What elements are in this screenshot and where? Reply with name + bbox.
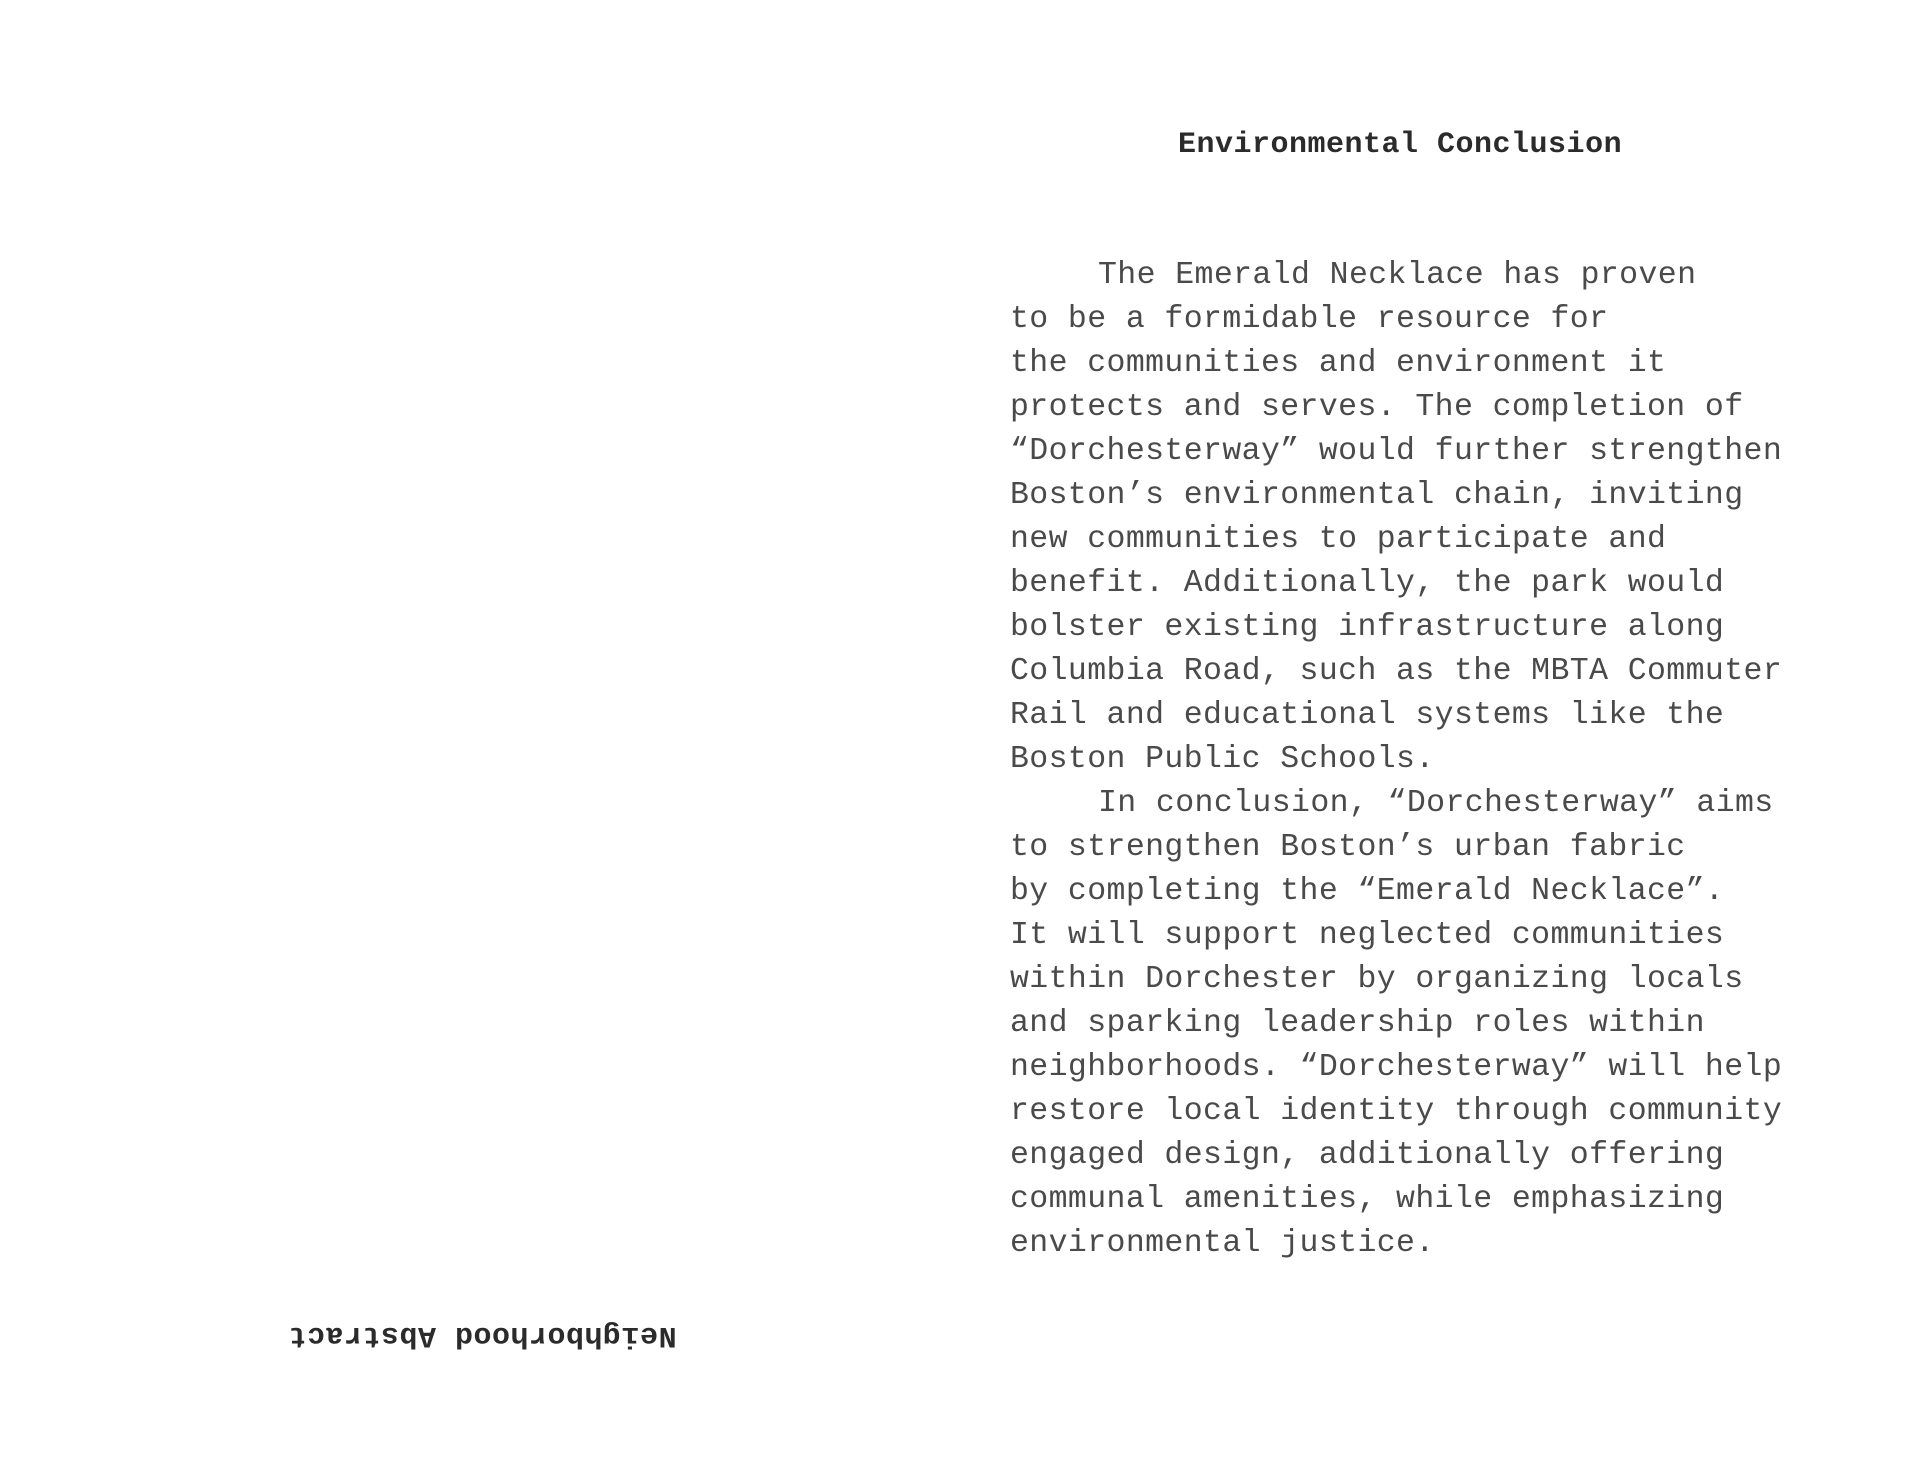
upside-down-heading: Neighborhood Abstract bbox=[288, 1318, 677, 1352]
text-line: the communities and environment it bbox=[1010, 346, 1667, 381]
text-line: Rail and educational systems like the bbox=[1010, 698, 1725, 733]
body-text bbox=[1010, 254, 1870, 1266]
text-line: protects and serves. The completion of bbox=[1010, 390, 1744, 425]
text-line: neighborhoods. “Dorchesterway” will help bbox=[1010, 1050, 1783, 1085]
text-line: engaged design, additionally offering bbox=[1010, 1138, 1725, 1173]
text-line: benefit. Additionally, the park would bbox=[1010, 566, 1725, 601]
text-line: “Dorchesterway” would further strengthen bbox=[1010, 434, 1783, 469]
text-line: by completing the “Emerald Necklace”. bbox=[1010, 874, 1725, 909]
right-page bbox=[960, 0, 1920, 1484]
text-line: within Dorchester by organizing locals bbox=[1010, 962, 1744, 997]
text-line: communal amenities, while emphasizing bbox=[1010, 1182, 1725, 1217]
text-line: bolster existing infrastructure along bbox=[1010, 610, 1725, 645]
page-title: Environmental Conclusion bbox=[1178, 128, 1623, 162]
text-line: and sparking leadership roles within bbox=[1010, 1006, 1705, 1041]
text-line: to be a formidable resource for bbox=[1010, 302, 1609, 337]
text-line: It will support neglected communities bbox=[1010, 918, 1725, 953]
text-line: new communities to participate and bbox=[1010, 522, 1667, 557]
text-line: Boston Public Schools. bbox=[1010, 742, 1435, 777]
text-line: In conclusion, “Dorchesterway” aims bbox=[1098, 786, 1774, 821]
text-line: Columbia Road, such as the MBTA Commuter bbox=[1010, 654, 1783, 689]
text-line: The Emerald Necklace has proven bbox=[1098, 258, 1697, 293]
text-line: to strengthen Boston’s urban fabric bbox=[1010, 830, 1686, 865]
text-line: environmental justice. bbox=[1010, 1226, 1435, 1261]
paragraph-2 bbox=[1010, 782, 1870, 1266]
paragraph-1 bbox=[1010, 254, 1870, 782]
text-line: Boston’s environmental chain, inviting bbox=[1010, 478, 1744, 513]
text-line: restore local identity through community bbox=[1010, 1094, 1783, 1129]
